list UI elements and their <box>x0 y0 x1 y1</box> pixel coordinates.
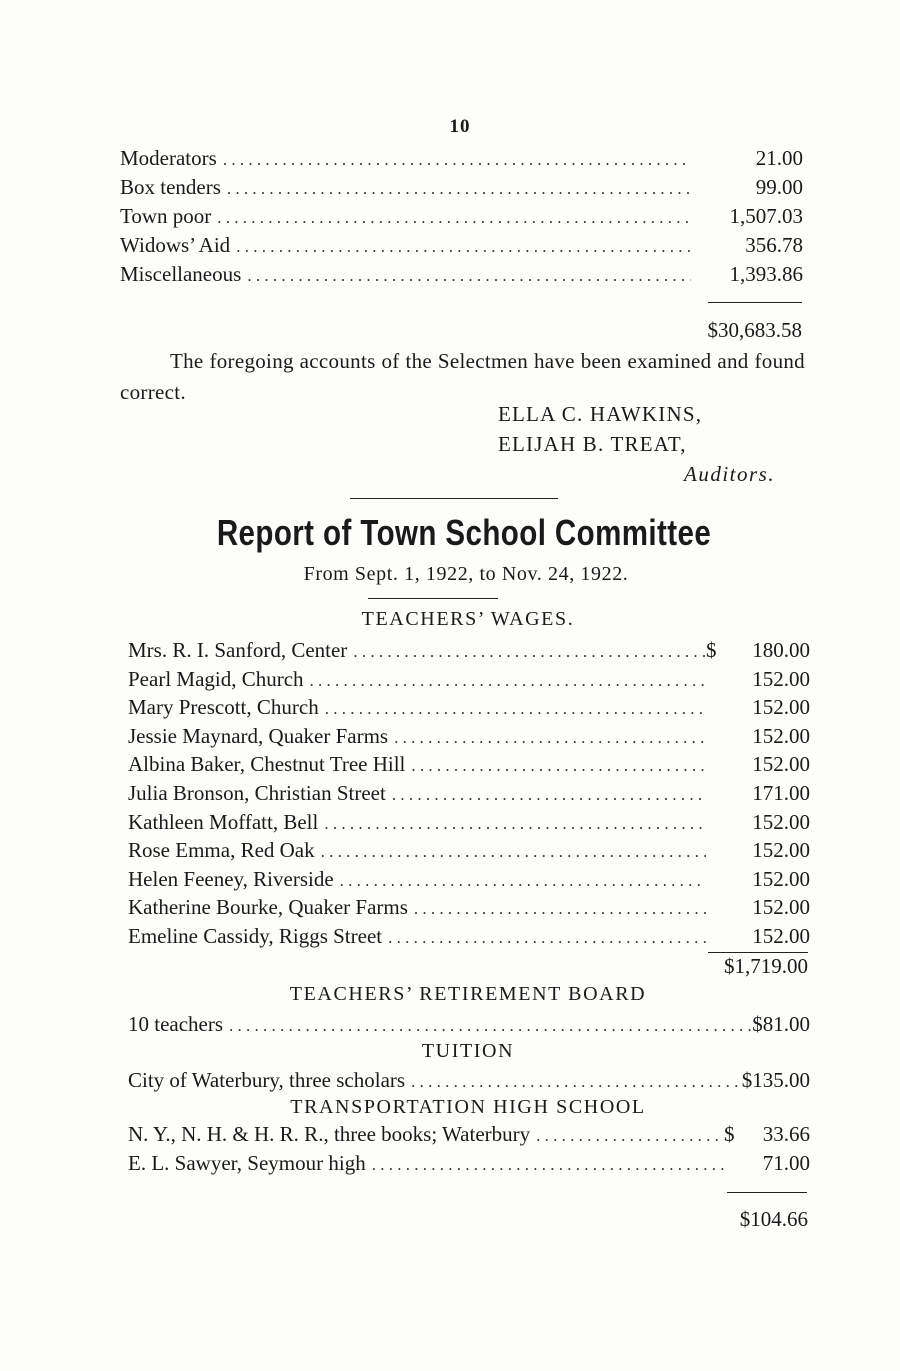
row-label: Rose Emma, Red Oak <box>128 838 315 863</box>
dot-leader <box>229 1016 752 1036</box>
auditor-signature: ELLA C. HAWKINS, <box>498 402 703 426</box>
dot-leader <box>394 728 706 748</box>
row-label: Moderators <box>120 146 217 170</box>
row-currency: $ <box>724 1122 735 1146</box>
row-label: Emeline Cassidy, Riggs Street <box>128 923 383 948</box>
row-amount: 152.00 <box>752 838 810 863</box>
selectmen-total: $30,683.58 <box>707 318 802 342</box>
row-label: Kathleen Moffatt, Bell <box>128 809 319 834</box>
row-label: Mary Prescott, Church <box>128 695 319 720</box>
dot-leader <box>325 699 706 719</box>
teachers-wages-list <box>128 638 810 953</box>
row-amount: 152.00 <box>752 895 810 920</box>
ledger-row <box>128 1151 810 1180</box>
section-divider <box>350 498 558 499</box>
dot-leader <box>411 1072 742 1092</box>
row-amount: 33.66 <box>762 1122 810 1146</box>
total-rule <box>708 952 808 953</box>
section-divider <box>368 598 498 599</box>
dot-leader <box>414 899 706 919</box>
row-amount: $135.00 <box>741 1068 810 1092</box>
row-amount: 180.00 <box>752 638 810 662</box>
row-amount: 99.00 <box>755 175 803 199</box>
dot-leader <box>236 237 691 257</box>
row-amount: 152.00 <box>752 723 810 748</box>
ledger-row <box>128 810 810 839</box>
auditors-title: Auditors. <box>684 462 776 486</box>
dot-leader <box>372 1155 724 1175</box>
teachers-wages-heading: TEACHERS’ WAGES. <box>361 608 575 630</box>
ledger-row <box>128 867 810 896</box>
ledger-row <box>128 638 810 667</box>
page-number: 10 <box>449 116 471 137</box>
ledger-row <box>128 1122 810 1151</box>
dot-leader <box>536 1126 724 1146</box>
auditor-statement-text: The foregoing accounts of the Selectmen have been examined and found correct. <box>120 349 805 404</box>
dot-leader <box>321 842 706 862</box>
retirement-board-heading: TEACHERS’ RETIREMENT BOARD <box>289 983 647 1005</box>
row-label: Mrs. R. I. Sanford, Center <box>128 638 348 662</box>
transportation-list <box>128 1122 810 1180</box>
row-amount: 71.00 <box>762 1151 810 1175</box>
dot-leader <box>340 871 706 891</box>
row-label: Helen Feeney, Riverside <box>128 866 334 891</box>
row-label: Albina Baker, Chestnut Tree Hill <box>128 752 406 777</box>
row-amount: 152.00 <box>752 923 810 948</box>
ledger-row <box>120 204 803 233</box>
dot-leader <box>411 756 706 776</box>
row-amount: 356.78 <box>745 233 803 257</box>
row-label: Pearl Magid, Church <box>128 666 304 691</box>
total-rule <box>708 302 802 303</box>
row-label: Julia Bronson, Christian Street <box>128 780 386 805</box>
row-amount: 1,507.03 <box>729 204 803 228</box>
selectmen-accounts-list <box>120 146 803 291</box>
transportation-heading: TRANSPORTATION HIGH SCHOOL <box>290 1096 646 1118</box>
retirement-board-row <box>128 1012 810 1041</box>
ledger-row <box>120 233 803 262</box>
auditor-signature: ELIJAH B. TREAT, <box>498 432 687 456</box>
ledger-row <box>128 781 810 810</box>
row-label: Widows’ Aid <box>120 233 231 257</box>
dot-leader <box>310 671 706 691</box>
total-rule <box>727 1192 807 1193</box>
row-label: Jessie Maynard, Quaker Farms <box>128 723 389 748</box>
row-amount: 1,393.86 <box>729 262 803 286</box>
ledger-row <box>128 924 810 953</box>
row-amount: 171.00 <box>752 780 810 805</box>
dot-leader <box>223 150 691 170</box>
ledger-row <box>128 695 810 724</box>
dot-leader <box>217 208 691 228</box>
row-amount: 152.00 <box>752 866 810 891</box>
row-label: E. L. Sawyer, Seymour high <box>128 1151 366 1175</box>
row-amount: 152.00 <box>752 695 810 720</box>
dot-leader <box>324 814 706 834</box>
ledger-row <box>120 175 803 204</box>
row-label: N. Y., N. H. & H. R. R., three books; Waterbury <box>128 1122 531 1146</box>
row-label: Box tenders <box>120 175 221 199</box>
row-amount: 152.00 <box>752 666 810 691</box>
row-amount: 152.00 <box>752 809 810 834</box>
row-label: Town poor <box>120 204 212 228</box>
row-amount: $81.00 <box>752 1012 810 1036</box>
dot-leader <box>353 642 706 662</box>
tuition-row <box>128 1068 810 1097</box>
ledger-row <box>128 838 810 867</box>
auditor-statement <box>120 346 805 408</box>
dot-leader <box>247 266 691 286</box>
row-label: 10 teachers <box>128 1012 224 1036</box>
row-amount: 21.00 <box>755 146 803 170</box>
teachers-wages-total: $1,719.00 <box>724 954 808 978</box>
transportation-total: $104.66 <box>739 1207 808 1231</box>
row-amount: 152.00 <box>752 752 810 777</box>
ledger-row <box>120 146 803 175</box>
row-label: Miscellaneous <box>120 262 242 286</box>
dot-leader <box>227 179 691 199</box>
row-label: Katherine Bourke, Quaker Farms <box>128 895 408 920</box>
row-label: City of Waterbury, three scholars <box>128 1068 406 1092</box>
dot-leader <box>388 928 706 948</box>
tuition-heading: TUITION <box>421 1040 515 1062</box>
ledger-row <box>128 752 810 781</box>
ledger-row <box>128 667 810 696</box>
row-currency: $ <box>706 638 717 662</box>
dot-leader <box>392 785 706 805</box>
report-title: Report of Town School Committee <box>216 512 712 553</box>
ledger-row <box>128 895 810 924</box>
ledger-row <box>120 262 803 291</box>
ledger-row <box>128 724 810 753</box>
report-subtitle: From Sept. 1, 1922, to Nov. 24, 1922. <box>303 563 629 585</box>
